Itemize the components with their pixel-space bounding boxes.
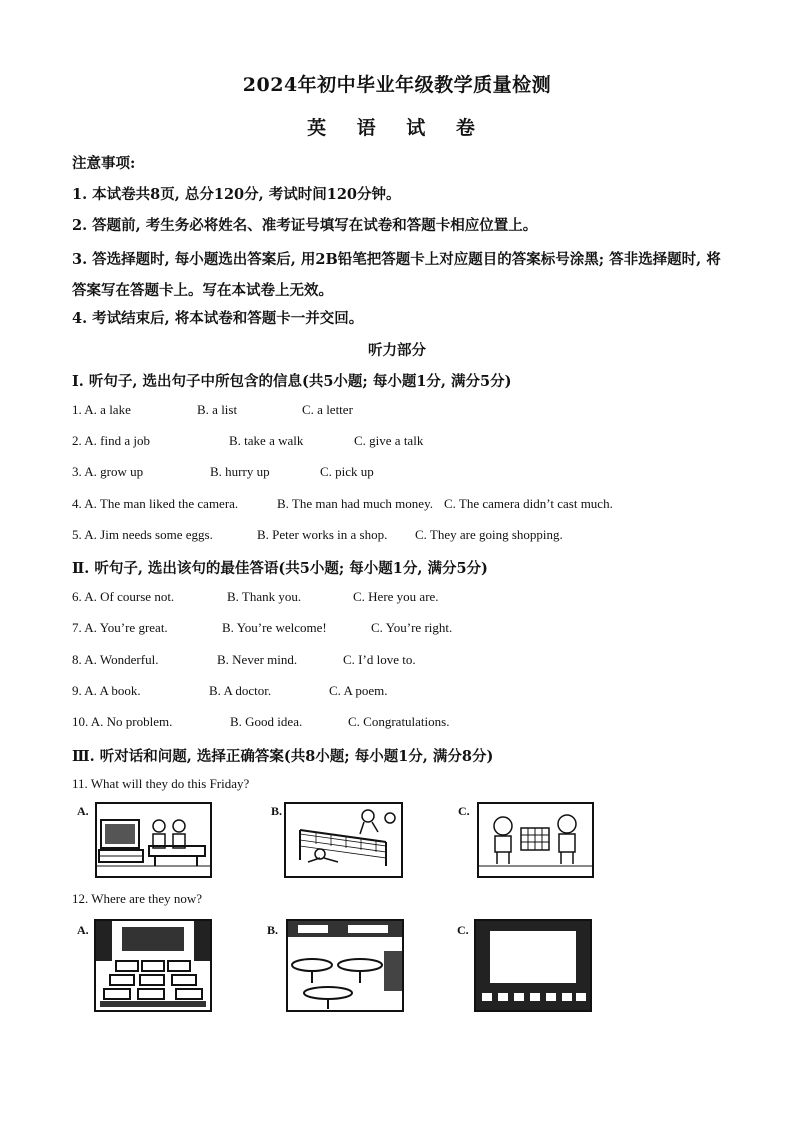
option-a: 4. A. The man liked the camera. (72, 496, 239, 511)
option-label-b: B. (271, 804, 283, 818)
option-label-c: C. (457, 923, 469, 937)
option-b: B. You’re welcome! (222, 620, 327, 635)
part3-heading: Ⅲ. 听对话和问题, 选择正确答案(共8小题; 每小题1分, 满分8分) (72, 748, 494, 765)
part2-heading: Ⅱ. 听句子, 选出该句的最佳答语(共5小题; 每小题1分, 满分5分) (72, 560, 488, 577)
option-a: 5. A. Jim needs some eggs. (72, 527, 213, 542)
option-b: B. The man had much money. (277, 496, 433, 511)
option-c: C. Here you are. (353, 589, 439, 604)
option-c: C. pick up (320, 464, 374, 479)
notes-heading: 注意事项: (72, 155, 136, 172)
option-a: 9. A. A book. (72, 683, 141, 698)
option-b: B. take a walk (229, 433, 304, 448)
option-c: C. I’d love to. (343, 652, 416, 667)
option-b: B. Good idea. (230, 714, 303, 729)
option-c: C. You’re right. (371, 620, 453, 635)
option-b: B. Peter works in a shop. (257, 527, 388, 542)
option-a: 2. A. find a job (72, 433, 150, 448)
note-item-2: 2. 答题前, 考生务必将姓名、准考证号填写在试卷和答题卡相应位置上。 (72, 217, 538, 234)
listening-section-title: 听力部分 (368, 342, 426, 359)
option-a: 8. A. Wonderful. (72, 652, 159, 667)
option-a: 10. A. No problem. (72, 714, 173, 729)
option-b: B. Never mind. (217, 652, 298, 667)
option-label-c: C. (458, 804, 470, 818)
part1-heading: I. 听句子, 选出句子中所包含的信息(共5小题; 每小题1分, 满分5分) (72, 373, 512, 390)
note-item-4: 4. 考试结束后, 将本试卷和答题卡一并交回。 (72, 310, 364, 327)
picture-playing-tennis (284, 802, 403, 878)
option-a: 6. A. Of course not. (72, 589, 175, 604)
question-11-text: 11. What will they do this Friday? (72, 776, 250, 791)
option-c: C. give a talk (354, 433, 424, 448)
picture-cinema (474, 919, 592, 1012)
option-c: C. The camera didn’t cast much. (444, 496, 613, 511)
option-b: B. A doctor. (209, 683, 272, 698)
option-a: 1. A. a lake (72, 402, 131, 417)
option-a: 3. A. grow up (72, 464, 144, 479)
note-item-1: 1. 本试卷共8页, 总分120分, 考试时间120分钟。 (72, 186, 401, 203)
option-a: 7. A. You’re great. (72, 620, 168, 635)
picture-classroom (94, 919, 212, 1012)
note-item-3: 3. 答选择题时, 每小题选出答案后, 用2B铅笔把答题卡上对应题目的答案标号涂黑; 答非选择题时, 将答案写在答题卡上。写在本试卷上无效。 (72, 251, 721, 299)
option-b: B. Thank you. (227, 589, 302, 604)
option-b: B. hurry up (210, 464, 270, 479)
picture-playing-chess (477, 802, 594, 878)
exam-subtitle: 英 语 试 卷 (307, 117, 487, 139)
option-label-a: A. (77, 923, 89, 937)
picture-watching-tv (95, 802, 212, 878)
option-b: B. a list (197, 402, 238, 417)
option-c: C. Congratulations. (348, 714, 450, 729)
question-12-text: 12. Where are they now? (72, 891, 203, 906)
option-label-b: B. (267, 923, 279, 937)
option-c: C. a letter (302, 402, 353, 417)
option-c: C. They are going shopping. (415, 527, 563, 542)
option-label-a: A. (77, 804, 89, 818)
picture-dining-hall (286, 919, 404, 1012)
exam-title: 2024年初中毕业年级教学质量检测 (242, 74, 552, 96)
option-c: C. A poem. (329, 683, 388, 698)
